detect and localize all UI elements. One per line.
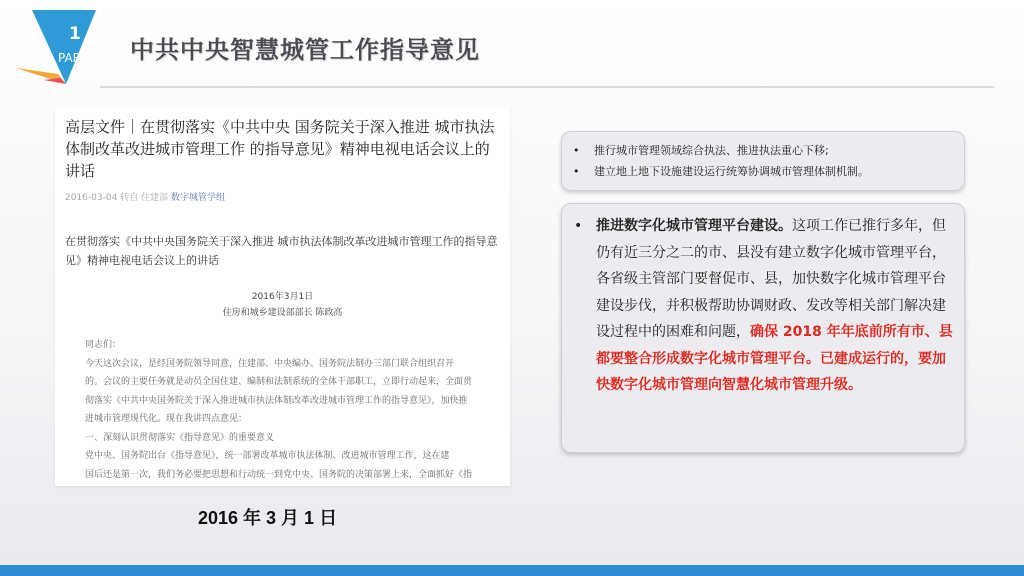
part-badge-triangle-icon — [14, 10, 96, 88]
document-author-line: 住房和城乡建设部部长 陈政高 — [222, 308, 343, 318]
document-subhead: 在贯彻落实《中共中央国务院关于深入推进 城市执法体制改革改进城市管理工作的指导意见》精神电视电话会议上的讲话 — [65, 235, 498, 267]
document-meta-account: 数字城管学组 — [170, 193, 225, 203]
policy-points-card — [561, 131, 965, 191]
page-title: 中共中央智慧城管工作指导意见 — [130, 36, 480, 64]
title-divider — [100, 86, 994, 88]
document-meta — [65, 190, 225, 203]
document-body-line: 的。会议的主要任务就是动员全国住建、编制和法制系统的全体干部职工，立即行动起来，全面贯 — [85, 377, 473, 387]
digital-platform-lead: 推进数字化城市管理平台建设。 — [596, 218, 792, 234]
bullet-icon: • — [574, 218, 583, 234]
part-number: 1 — [69, 24, 81, 44]
document-caption: 2016 年 3 月 1 日 — [198, 508, 338, 528]
document-body-line: 进城市管理现代化。现在我讲四点意见： — [85, 414, 248, 424]
document-body-line: 今天这次会议，是经国务院领导同意，住建部、中央编办、国务院法制办三部门联合组织召开 — [85, 358, 455, 369]
part-badge — [14, 10, 96, 88]
digital-platform-text — [596, 213, 954, 399]
document-body-line: 国后还是第一次，我们务必要把思想和行动统一到党中央、国务院的决策部署上来，全面抓好《指 — [85, 469, 473, 480]
document-body-line: 彻落实《中共中央国务院关于深入推进城市执法体制改革改进城市管理工作的指导意见》，加快推 — [85, 395, 468, 406]
document-body — [85, 336, 503, 484]
document-screenshot — [55, 108, 510, 486]
document-body-line: 一、深刻认识贯彻落实《指导意见》的重要意义 — [85, 432, 275, 443]
document-body-line: 同志们： — [85, 340, 122, 350]
document-date-line: 2016年3月1日 — [251, 292, 314, 302]
footer-bar — [0, 565, 1024, 576]
policy-point: • 建立地上地下设施建设运行统筹协调城市管理体制机制。 — [594, 161, 956, 182]
document-meta-source: 转自 住建部 — [120, 193, 169, 203]
part-label: PART — [58, 51, 88, 65]
document-meta-date: 2016-03-04 — [65, 193, 118, 203]
digital-platform-highlight: 确保 2018 年年底前所有市、县都要整合形成数字化城市管理平台。已建成运行的，要加快数字化城市管理向智慧化城市管理升级。 — [596, 324, 953, 393]
digital-platform-card — [561, 203, 965, 453]
document-body-line: 党中央、国务院出台《指导意见》，统一部署改革城市执法体制、改进城市管理工作，这在建 — [85, 451, 450, 461]
policy-point: • 推行城市管理领域综合执法、推进执法重心下移; — [594, 140, 956, 161]
document-headline: 高层文件｜在贯彻落实《中共中央 国务院关于深入推进 城市执法体制改革改进城市管理工作 的指导意见》精神电视电话会议上的讲话 — [65, 118, 495, 180]
digital-platform-body: 这项工作已推行多年，但仍有近三分之二的市、县没有建立数字化城市管理平台，各省级主管部门要督促市、县，加快数字化城市管理平台建设步伐，并积极帮助协调财政、发改等相关部门解决建设过程中的困难和问题， — [596, 218, 946, 340]
